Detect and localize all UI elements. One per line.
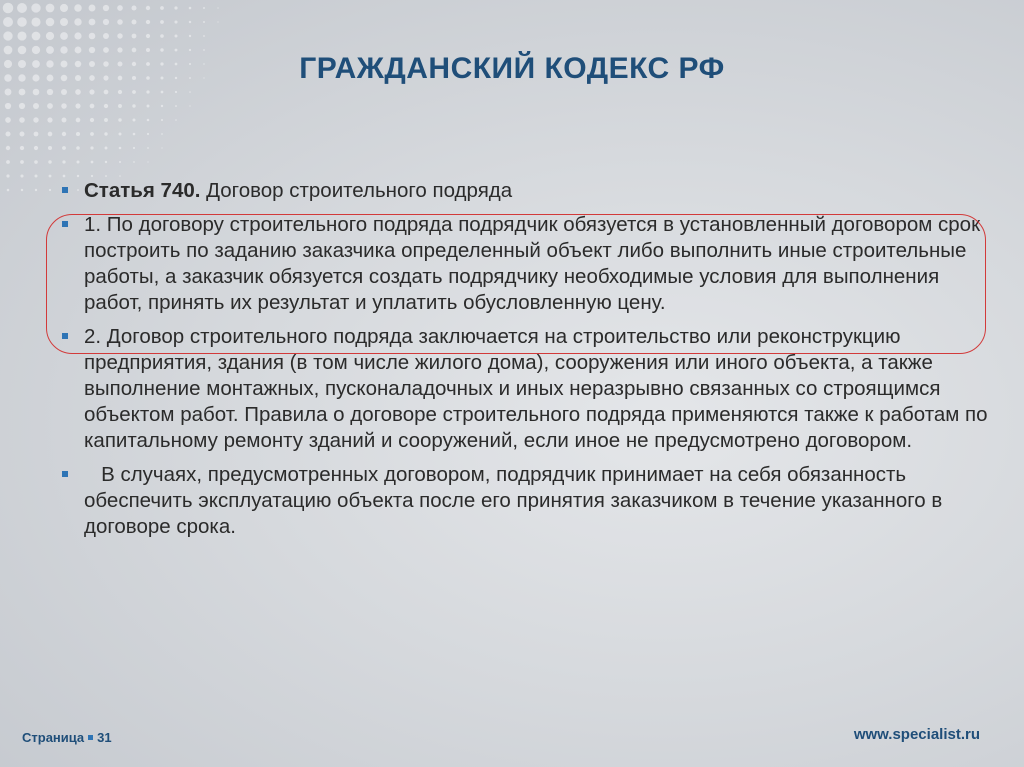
bullet-item-clause-3 — [62, 462, 992, 540]
article-number: Статья 740. — [84, 179, 201, 202]
bullet-item-article — [62, 178, 992, 204]
page-label: Страница — [22, 730, 85, 745]
bullet-list — [62, 178, 992, 548]
slide-title: ГРАЖДАНСКИЙ КОДЕКС РФ — [299, 52, 725, 85]
page-number: 31 — [97, 730, 112, 745]
website-link[interactable]: www.specialist.ru — [853, 726, 980, 743]
bullet-square-icon — [62, 187, 68, 193]
bullet-item-clause-2 — [62, 324, 992, 454]
clause-2-text: 2. Договор строительного подряда заключается на строительство или реконструкцию предприятия, здания (в том числе жилого дома), сооружения или иного объекта, а также выполнение монтажных, пусконаладочных и иных неразрывно связанных со строящимся объектом работ. Правила о договоре строительного подряда применяются также к работам по капитальному ремонту зданий и сооружений, если иное не предусмотрено договором. — [84, 325, 988, 452]
bullet-square-icon — [62, 333, 68, 339]
bullet-square-icon — [62, 471, 68, 477]
bullet-square-icon — [62, 221, 68, 227]
bullet-item-clause-1 — [62, 212, 992, 316]
clause-1-text: 1. По договору строительного подряда подрядчик обязуется в установленный договором срок построить по заданию заказчика определенный объект либо выполнить иные строительные работы, а заказчик обязуется создать подрядчику необходимые условия для выполнения работ, принять их результат и уплатить обусловленную цену. — [84, 213, 981, 314]
page-indicator — [22, 730, 112, 745]
clause-3-text: В случаях, предусмотренных договором, подрядчик принимает на себя обязанность обеспечить эксплуатацию объекта после его принятия заказчиком в течение указанного в договоре срока. — [84, 463, 948, 538]
separator-square-icon — [88, 735, 93, 740]
article-title: Договор строительного подряда — [200, 179, 513, 202]
